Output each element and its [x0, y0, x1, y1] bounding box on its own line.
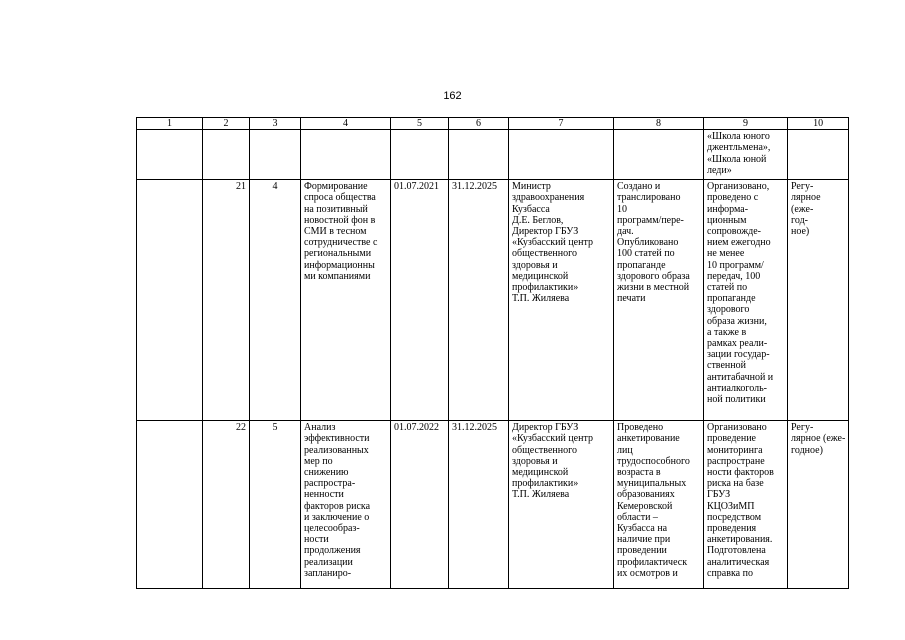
table-cell: 5: [250, 421, 301, 589]
table-row: [137, 180, 849, 421]
cell-text-line: Кузбасса: [512, 203, 550, 215]
cell-text-line: Т.П. Жиляева: [512, 293, 570, 305]
cell-text-line: (еже-: [791, 203, 814, 215]
cell-text-line: риска на базе: [707, 478, 764, 490]
cell-text-line: проведено с: [707, 192, 759, 204]
cell-text-line: эффективности: [304, 433, 370, 445]
table-cell: [614, 421, 704, 589]
column-header: 9: [704, 118, 788, 130]
cell-text-line: ственной: [707, 360, 746, 372]
column-header: 7: [509, 118, 614, 130]
cell-text-line: Организовано: [707, 422, 767, 434]
cell-text-line: Анализ: [304, 422, 336, 434]
cell-text-line: печати: [617, 293, 646, 305]
cell-text-line: транслировано: [617, 192, 681, 204]
cell-text-line: антиалкоголь-: [707, 382, 767, 394]
cell-text-line: нием ежегодно: [707, 237, 771, 249]
column-header: 4: [301, 118, 391, 130]
table-cell: [137, 130, 203, 180]
cell-text-line: ГБУЗ: [707, 489, 731, 501]
cell-text-line: программ/пере-: [617, 214, 684, 226]
cell-text-line: Министр: [512, 181, 551, 193]
cell-text-line: наличие при: [617, 534, 671, 546]
column-header: 6: [449, 118, 509, 130]
table-cell: 21: [203, 180, 250, 421]
cell-text-line: реализации: [304, 556, 353, 568]
table-row: [137, 421, 849, 589]
cell-text-line: пропаганде: [707, 293, 756, 305]
cell-text-line: не менее: [707, 248, 745, 260]
cell-text-line: СМИ в тесном: [304, 226, 367, 238]
cell-text-line: Директор ГБУЗ: [512, 422, 579, 434]
table-cell: [301, 130, 391, 180]
table-cell: [509, 421, 614, 589]
cell-text-line: запланиро-: [304, 567, 352, 579]
cell-text-line: 10 программ/: [707, 259, 764, 271]
cell-text-line: снижению: [304, 467, 349, 479]
cell-text-line: проведения: [707, 523, 757, 535]
cell-text-line: а также в: [707, 326, 747, 338]
table-cell: [137, 180, 203, 421]
cell-text-line: Формирование: [304, 181, 368, 193]
cell-text-line: «Школа юного: [707, 131, 770, 143]
table-cell: 4: [250, 180, 301, 421]
table-cell: [704, 130, 788, 180]
cell-text-line: мер по: [304, 455, 333, 467]
cell-text-line: передач, 100: [707, 270, 761, 282]
table-cell: [704, 421, 788, 589]
cell-text-line: Т.П. Жиляева: [512, 489, 570, 501]
cell-text-line: «Школа юной: [707, 153, 767, 165]
cell-text-line: и заключение о: [304, 511, 370, 523]
cell-text-line: целесообраз-: [304, 523, 360, 535]
table-cell: 31.12.2025: [449, 180, 509, 421]
cell-text-line: продолжения: [304, 545, 361, 557]
cell-text-line: ное): [791, 226, 810, 238]
cell-text-line: ной политики: [707, 394, 766, 406]
cell-text-line: трудоспособного: [617, 455, 690, 467]
cell-text-line: Кемеровской: [617, 500, 673, 512]
cell-text-line: образованиях: [617, 489, 675, 501]
cell-text-line: новостной фон в: [304, 214, 376, 226]
table-cell: [614, 180, 704, 421]
cell-text-line: муниципальных: [617, 478, 687, 490]
column-header: 8: [614, 118, 704, 130]
table-cell: 01.07.2021: [391, 180, 449, 421]
cell-text-line: профилактики»: [512, 478, 579, 490]
cell-text-line: здравоохранения: [512, 192, 585, 204]
table-cell: [788, 180, 849, 421]
cell-text-line: анкетирование: [617, 433, 680, 445]
cell-text-line: пропаганде: [617, 259, 666, 271]
cell-text-line: зации государ-: [707, 349, 770, 361]
table-cell: [509, 180, 614, 421]
cell-text-line: здорового: [707, 304, 750, 316]
column-header: 5: [391, 118, 449, 130]
cell-text-line: Опубликовано: [617, 237, 679, 249]
cell-text-line: Регу-: [791, 422, 814, 434]
cell-text-line: мониторинга: [707, 444, 763, 456]
cell-text-line: ми компаниями: [304, 270, 371, 282]
cell-text-line: КЦОЗиМП: [707, 500, 755, 512]
cell-text-line: общественного: [512, 248, 577, 260]
cell-text-line: сотрудничестве с: [304, 237, 378, 249]
table-cell: 22: [203, 421, 250, 589]
cell-text-line: их осмотров и: [617, 567, 678, 579]
cell-text-line: распростра-: [304, 478, 356, 490]
cell-text-line: ненности: [304, 489, 344, 501]
table-cell: [788, 421, 849, 589]
cell-text-line: информационны: [304, 259, 375, 271]
cell-text-line: посредством: [707, 511, 762, 523]
cell-text-line: дач.: [617, 226, 634, 238]
cell-text-line: медицинской: [512, 467, 569, 479]
cell-text-line: Проведено: [617, 422, 664, 434]
column-header: 1: [137, 118, 203, 130]
cell-text-line: справка по: [707, 567, 753, 579]
cell-text-line: ности: [304, 534, 329, 546]
cell-text-line: жизни в местной: [617, 282, 690, 294]
table-cell: [250, 130, 301, 180]
page-number: 162: [443, 90, 462, 102]
table-cell: [203, 130, 250, 180]
cell-text-line: образа жизни,: [707, 315, 767, 327]
cell-text-line: сопровожде-: [707, 226, 761, 238]
cell-text-line: Директор ГБУЗ: [512, 226, 579, 238]
cell-text-line: 10: [617, 203, 627, 215]
cell-text-line: анкетирования.: [707, 534, 773, 546]
table-cell: [788, 130, 849, 180]
cell-text-line: Регу-: [791, 181, 814, 193]
cell-text-line: здоровья и: [512, 259, 558, 271]
table-cell: [301, 421, 391, 589]
cell-text-line: распростране: [707, 455, 765, 467]
cell-text-line: факторов риска: [304, 500, 371, 512]
cell-text-line: год-: [791, 214, 808, 226]
cell-text-line: «Кузбасский центр: [512, 433, 593, 445]
schedule-table: [136, 117, 849, 589]
cell-text-line: профилактики»: [512, 282, 579, 294]
cell-text-line: годное): [791, 444, 823, 456]
cell-text-line: лярное (еже-: [791, 433, 846, 445]
cell-text-line: общественного: [512, 444, 577, 456]
cell-text-line: возраста в: [617, 467, 661, 479]
column-header-row: [137, 118, 849, 130]
cell-text-line: ционным: [707, 214, 747, 226]
cell-text-line: проведении: [617, 545, 667, 557]
column-header: 2: [203, 118, 250, 130]
cell-text-line: 100 статей по: [617, 248, 675, 260]
cell-text-line: джентльмена»,: [707, 142, 771, 154]
table-cell: [449, 130, 509, 180]
cell-text-line: лярное: [791, 192, 821, 204]
column-header: 10: [788, 118, 849, 130]
cell-text-line: медицинской: [512, 270, 569, 282]
table-cell: [614, 130, 704, 180]
cell-text-line: лиц: [617, 444, 633, 456]
cell-text-line: Создано и: [617, 181, 661, 193]
table-cell: [704, 180, 788, 421]
cell-text-line: здорового образа: [617, 270, 690, 282]
cell-text-line: рамках реали-: [707, 338, 768, 350]
cell-text-line: Д.Е. Беглов,: [512, 214, 564, 226]
cell-text-line: статей по: [707, 282, 748, 294]
cell-text-line: области –: [617, 511, 658, 523]
cell-text-line: профилактическ: [617, 556, 688, 568]
table-cell: 01.07.2022: [391, 421, 449, 589]
table-cell: 31.12.2025: [449, 421, 509, 589]
table-row: [137, 130, 849, 180]
cell-text-line: антитабачной и: [707, 371, 774, 383]
cell-text-line: леди»: [707, 164, 732, 176]
cell-text-line: Подготовлена: [707, 545, 766, 557]
table-cell: [137, 421, 203, 589]
table-cell: [509, 130, 614, 180]
cell-text-line: региональными: [304, 248, 372, 260]
cell-text-line: проведение: [707, 433, 756, 445]
cell-text-line: здоровья и: [512, 455, 558, 467]
cell-text-line: «Кузбасский центр: [512, 237, 593, 249]
cell-text-line: Кузбасса на: [617, 523, 668, 535]
column-header: 3: [250, 118, 301, 130]
cell-text-line: спроса общества: [304, 192, 376, 204]
cell-text-line: реализованных: [304, 444, 369, 456]
cell-text-line: информа-: [707, 203, 749, 215]
cell-text-line: на позитивный: [304, 203, 368, 215]
table-cell: [301, 180, 391, 421]
table-cell: [391, 130, 449, 180]
cell-text-line: аналитическая: [707, 556, 770, 568]
cell-text-line: Организовано,: [707, 181, 770, 193]
cell-text-line: ности факторов: [707, 467, 774, 479]
